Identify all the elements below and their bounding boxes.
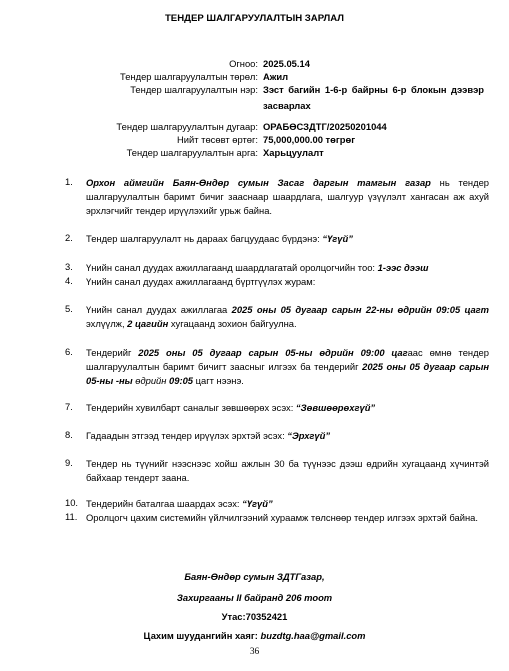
list-item-5 bbox=[65, 303, 489, 331]
item-number: 4. bbox=[65, 275, 73, 286]
item-text: Тендерийн баталгаа шаардах эсэх: “Үгүй” bbox=[86, 498, 273, 509]
page-title: ТЕНДЕР ШАЛГАРУУЛАЛТЫН ЗАРЛАЛ bbox=[164, 13, 345, 24]
meta-value: Ажил bbox=[263, 71, 289, 82]
list-item-2 bbox=[65, 232, 489, 246]
meta-value: ОРАБӨСЗДТГ/20250201044 bbox=[263, 121, 387, 132]
list-item-6 bbox=[65, 346, 489, 388]
item-number: 7. bbox=[65, 401, 73, 412]
item-number: 5. bbox=[65, 303, 73, 314]
list-item-1 bbox=[65, 176, 489, 218]
item-text: Үнийн санал дуудах ажиллагаанд шаардлагатай оролцогчийн тоо: 1-ээс дээш bbox=[86, 262, 429, 273]
item-number: 1. bbox=[65, 176, 73, 187]
meta-name-row bbox=[0, 84, 509, 113]
page-number: 36 bbox=[249, 647, 260, 657]
item-text: Тендерийг 2025 оны 05 дугаар сарын 05-ны өдрийн 09:00 цагаас өмнө тендер шалгаруулалтын баримт бичигт заасныг илгээх ба тендерийг 2025 оны 05 дугаар сарын 05-ны -ны өдрийн 09:05 цагт нээнэ. bbox=[86, 347, 489, 386]
item-number: 2. bbox=[65, 232, 73, 243]
item-text: Тендер нь түүнийг нээснээс хойш ажлын 30 ба түүнээс дээш өдрийн хугацаанд хүчинтэй байхаар тендерт заана. bbox=[86, 458, 489, 483]
meta-key: Огноо: bbox=[229, 58, 258, 69]
list-item-10 bbox=[65, 497, 489, 511]
item-text: Тендерийн хувилбарт саналыг зөвшөөрөх эсэх: “Зөвшөөрөхгүй” bbox=[86, 402, 376, 413]
meta-number-row bbox=[0, 121, 509, 132]
item-text: Үнийн санал дуудах ажиллагаа 2025 оны 05 дугаар сарын 22-ны өдрийн 09:05 цагт эхлүүлж, 2 цагийн хугацаанд зохион байгуулна. bbox=[86, 304, 489, 329]
footer-phone: Утас:70352421 bbox=[221, 611, 288, 622]
item-number: 10. bbox=[65, 497, 79, 508]
list-item-3 bbox=[65, 261, 489, 275]
item-text: Тендер шалгаруулалт нь дараах багцуудаас бүрдэнэ: “Үгүй” bbox=[86, 233, 353, 244]
item-number: 6. bbox=[65, 346, 73, 357]
meta-key: Тендер шалгаруулалтын нэр: bbox=[130, 84, 258, 95]
footer-email-label: Цахим шуудангийн хаяг: bbox=[143, 630, 261, 641]
meta-value: 2025.05.14 bbox=[263, 58, 310, 69]
footer-email-line bbox=[0, 630, 509, 641]
meta-value: 75,000,000.00 төгрөг bbox=[263, 134, 356, 145]
list-item-11 bbox=[65, 511, 489, 525]
meta-key: Тендер шалгаруулалтын арга: bbox=[126, 147, 258, 158]
meta-value: Харьцуулалт bbox=[263, 147, 324, 158]
footer-email: buzdtg.haa@gmail.com bbox=[260, 630, 366, 641]
meta-date-row bbox=[0, 58, 509, 69]
list-item-7 bbox=[65, 401, 489, 415]
meta-key: Тендер шалгаруулалтын дугаар: bbox=[116, 121, 258, 132]
item-number: 3. bbox=[65, 261, 73, 272]
list-item-4 bbox=[65, 275, 489, 289]
meta-type-row bbox=[0, 71, 509, 82]
item-number: 9. bbox=[65, 457, 73, 468]
item-text: Оролцогч цахим системийн үйлчилгээний хураамж төлснөөр тендер илгээх эрхтэй байна. bbox=[86, 512, 478, 523]
item-text: Орхон аймгийн Баян-Өндөр сумын Засаг даргын тамгын газар нь тендер шалгаруулалтын баримт бичиг зааснаар шаардлага, шалгуур үзүүлэлт хангасан аж ахуй эрхлэгчийг тендер ирүүлэхийг урьж байна. bbox=[86, 177, 489, 216]
meta-key: Нийт төсөвт өртөг: bbox=[177, 134, 258, 145]
item-number: 8. bbox=[65, 429, 73, 440]
footer-address: Захиргааны II байранд 206 тоот bbox=[176, 592, 333, 603]
list-item-8 bbox=[65, 429, 489, 443]
meta-key: Тендер шалгаруулалтын төрөл: bbox=[120, 71, 258, 82]
meta-value: Зэст багийн 1-6-р байрны 6-р блокын дээвэр засварлах bbox=[263, 84, 484, 111]
meta-method-row bbox=[0, 147, 509, 158]
item-text: Гадаадын этгээд тендер ирүүлэх эрхтэй эсэх: “Эрхгүй” bbox=[86, 430, 331, 441]
list-item-9 bbox=[65, 457, 489, 485]
meta-budget-row bbox=[0, 134, 509, 145]
footer-organization: Баян-Өндөр сумын ЗДТГазар, bbox=[184, 571, 325, 582]
item-text: Үнийн санал дуудах ажиллагаанд бүртгүүлэх журам: bbox=[86, 276, 316, 287]
item-number: 11. bbox=[65, 511, 78, 522]
